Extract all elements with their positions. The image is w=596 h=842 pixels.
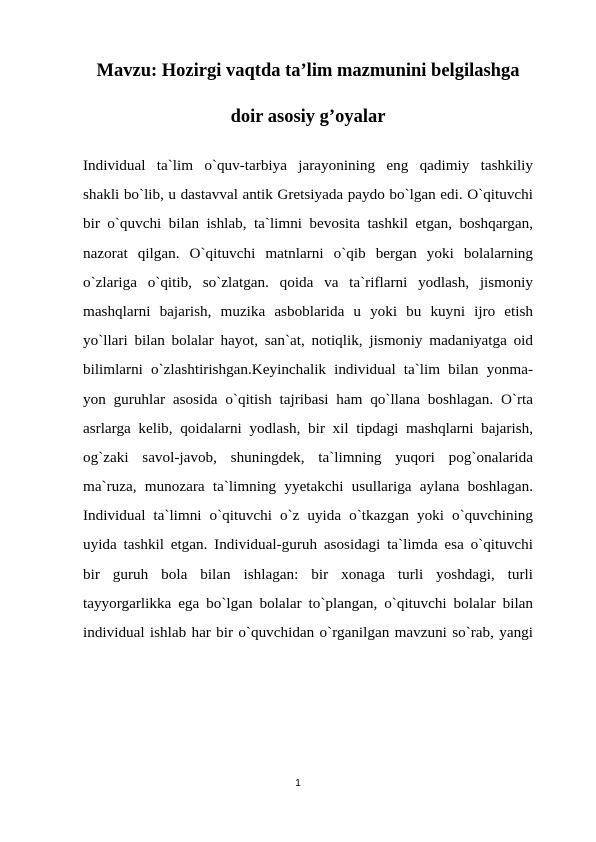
body-line: mashqlarni bajarish, muzika asboblarida u yoki bu kuyni ijro etish	[83, 302, 533, 320]
body-line: yon guruhlar asosida o`qitish tajribasi ham qo`llana boshlagan. O`rta	[83, 390, 533, 408]
body-line: individual ishlab har bir o`quvchidan o`rganilgan mavzuni so`rab, yangi	[83, 624, 533, 641]
body-line: nazorat qilgan. O`qituvchi matnlarni o`qib bergan yoki bolalarning	[83, 244, 533, 262]
body-line: bilimlarni o`zlashtirishgan.Keyinchalik individual ta`lim bilan yonma-	[83, 361, 533, 379]
body-line: bir guruh bola bilan ishlagan: bir xonaga turli yoshdagi, turli	[83, 565, 533, 583]
body-line: Individual ta`limni o`qituvchi o`z uyida o`tkazgan yoki o`quvchining	[83, 507, 533, 525]
body-line: yo`llari bilan bolalar hayot, san`at, notiqlik, jismoniy madaniyatga oid	[83, 332, 533, 350]
body-line: Individual ta`lim o`quv-tarbiya jarayonining eng qadimiy tashkiliy	[83, 157, 533, 174]
document-body	[83, 151, 533, 647]
body-line: shakli bo`lib, u dastavval antik Gretsiyada paydo bo`lgan edi. O`qituvchi	[83, 186, 533, 204]
document-title-line-2: doir asosiy g’oyalar	[230, 107, 386, 127]
body-line: og`zaki savol-javob, shuningdek, ta`limning yuqori pog`onalarida	[83, 448, 533, 466]
body-line: uyida tashkil etgan. Individual-guruh asosidagi ta`limda esa o`qituvchi	[83, 536, 533, 554]
body-line: bir o`quvchi bilan ishlab, ta`limni bevosita tashkil etgan, boshqargan,	[83, 215, 533, 233]
document-title-line-1: Mavzu: Hozirgi vaqtda ta’lim mazmunini belgilashga	[96, 61, 520, 81]
body-line: tayyorgarlikka ega bo`lgan bolalar to`plangan, o`qituvchi bolalar bilan	[83, 594, 533, 612]
page-number: 1	[295, 778, 301, 789]
body-line: asrlarga kelib, qoidalarni yodlash, bir xil tipdagi mashqlarni bajarish,	[83, 419, 533, 437]
body-line: o`zlariga o`qitib, so`zlatgan. qoida va ta`riflarni yodlash, jismoniy	[83, 273, 533, 291]
body-line: ma`ruza, munozara ta`limning yyetakchi usullariga aylana boshlagan.	[83, 478, 533, 496]
